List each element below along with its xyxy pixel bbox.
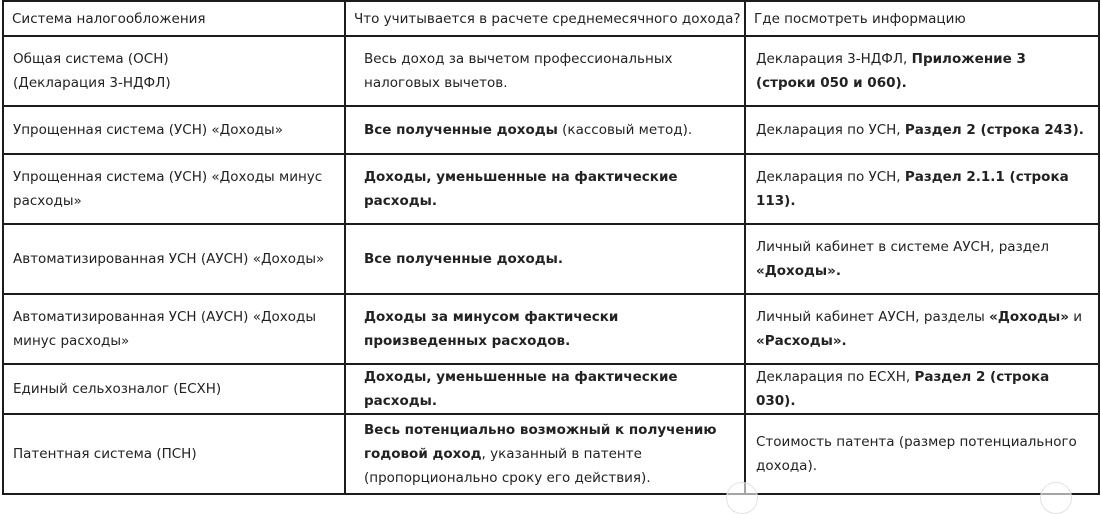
cell-income — [345, 224, 745, 294]
table-row — [3, 224, 1099, 294]
cell-text-bold: «Расходы». — [756, 333, 847, 349]
cell-text: Патентная система (ПСН) — [13, 446, 197, 462]
cell-tax-system — [3, 106, 345, 154]
cell-text: Стоимость патента (размер потенциального дохода). — [756, 434, 1077, 474]
cell-tax-system — [3, 224, 345, 294]
scroll-hint-circle — [726, 482, 758, 514]
cell-text-bold: Раздел 2 (строка 243). — [904, 122, 1084, 138]
cell-text: Личный кабинет АУСН, разделы — [756, 309, 990, 325]
cell-text-bold: «Доходы». — [756, 263, 841, 279]
cell-text-bold: Доходы за минусом фактически произведенных расходов. — [364, 309, 619, 349]
cell-income — [345, 364, 745, 414]
header-where-to-find: Где посмотреть информацию — [745, 1, 1099, 36]
cell-tax-system — [3, 154, 345, 224]
cell-text: Единый сельхозналог (ЕСХН) — [13, 381, 222, 397]
cell-text: Декларация по УСН, — [756, 122, 905, 138]
cell-text: Упрощенная система (УСН) «Доходы минус расходы» — [13, 169, 323, 209]
header-income-considered: Что учитывается в расчете среднемесячного дохода? — [345, 1, 745, 36]
cell-info-source — [745, 36, 1099, 106]
cell-text: Декларация по УСН, — [756, 169, 905, 185]
scroll-hint-circle — [1040, 482, 1072, 514]
cell-text-bold: Доходы, уменьшенные на фактические расходы. — [364, 369, 678, 409]
cell-info-source — [745, 294, 1099, 364]
tax-systems-table — [2, 0, 1100, 495]
cell-info-source — [745, 414, 1099, 494]
table-row — [3, 414, 1099, 494]
cell-income — [345, 414, 745, 494]
cell-income — [345, 36, 745, 106]
cell-info-source — [745, 154, 1099, 224]
table-row — [3, 154, 1099, 224]
cell-tax-system — [3, 364, 345, 414]
cell-info-source — [745, 106, 1099, 154]
cell-text-bold: Доходы, уменьшенные на фактические расходы. — [364, 169, 678, 209]
cell-text: Общая система (ОСН) — [13, 51, 169, 67]
cell-tax-system — [3, 294, 345, 364]
cell-info-source — [745, 224, 1099, 294]
cell-income — [345, 294, 745, 364]
cell-tax-system — [3, 36, 345, 106]
cell-text-bold: Приложение 3 (строки 050 и 060). — [756, 51, 1026, 91]
cell-text-bold: Раздел 2.1.1 (строка 113). — [756, 169, 1069, 209]
table-row — [3, 36, 1099, 106]
cell-income — [345, 106, 745, 154]
cell-text-bold: Все полученные доходы — [364, 122, 558, 138]
cell-text-bold: Весь потенциально возможный к получению годовой доход — [364, 422, 717, 462]
cell-tax-system — [3, 414, 345, 494]
cell-text: Автоматизированная УСН (АУСН) «Доходы минус расходы» — [13, 309, 317, 349]
cell-text: (кассовый метод). — [557, 122, 693, 138]
cell-text-bold: «Доходы» — [989, 309, 1069, 325]
cell-text-bold: Раздел 2 (строка 030). — [756, 369, 1050, 409]
table-header-row — [3, 1, 1099, 36]
cell-text: , указанный в патенте (пропорционально сроку его действия). — [364, 446, 651, 486]
table-row — [3, 106, 1099, 154]
cell-text: Упрощенная система (УСН) «Доходы» — [13, 122, 283, 138]
cell-text: и — [1068, 309, 1083, 325]
cell-text: Декларация 3-НДФЛ, — [756, 51, 912, 67]
cell-text: (Декларация 3-НДФЛ) — [13, 75, 171, 91]
cell-text: Весь доход за вычетом профессиональных налоговых вычетов. — [364, 51, 673, 91]
cell-text: Декларация по ЕСХН, — [756, 369, 915, 385]
cell-info-source — [745, 364, 1099, 414]
cell-text: Автоматизированная УСН (АУСН) «Доходы» — [13, 251, 325, 267]
table-row — [3, 364, 1099, 414]
cell-text-bold: Все полученные доходы. — [364, 251, 563, 267]
table-row — [3, 294, 1099, 364]
header-tax-system: Система налогообложения — [3, 1, 345, 36]
cell-income — [345, 154, 745, 224]
cell-text: Личный кабинет в системе АУСН, раздел — [756, 239, 1049, 255]
